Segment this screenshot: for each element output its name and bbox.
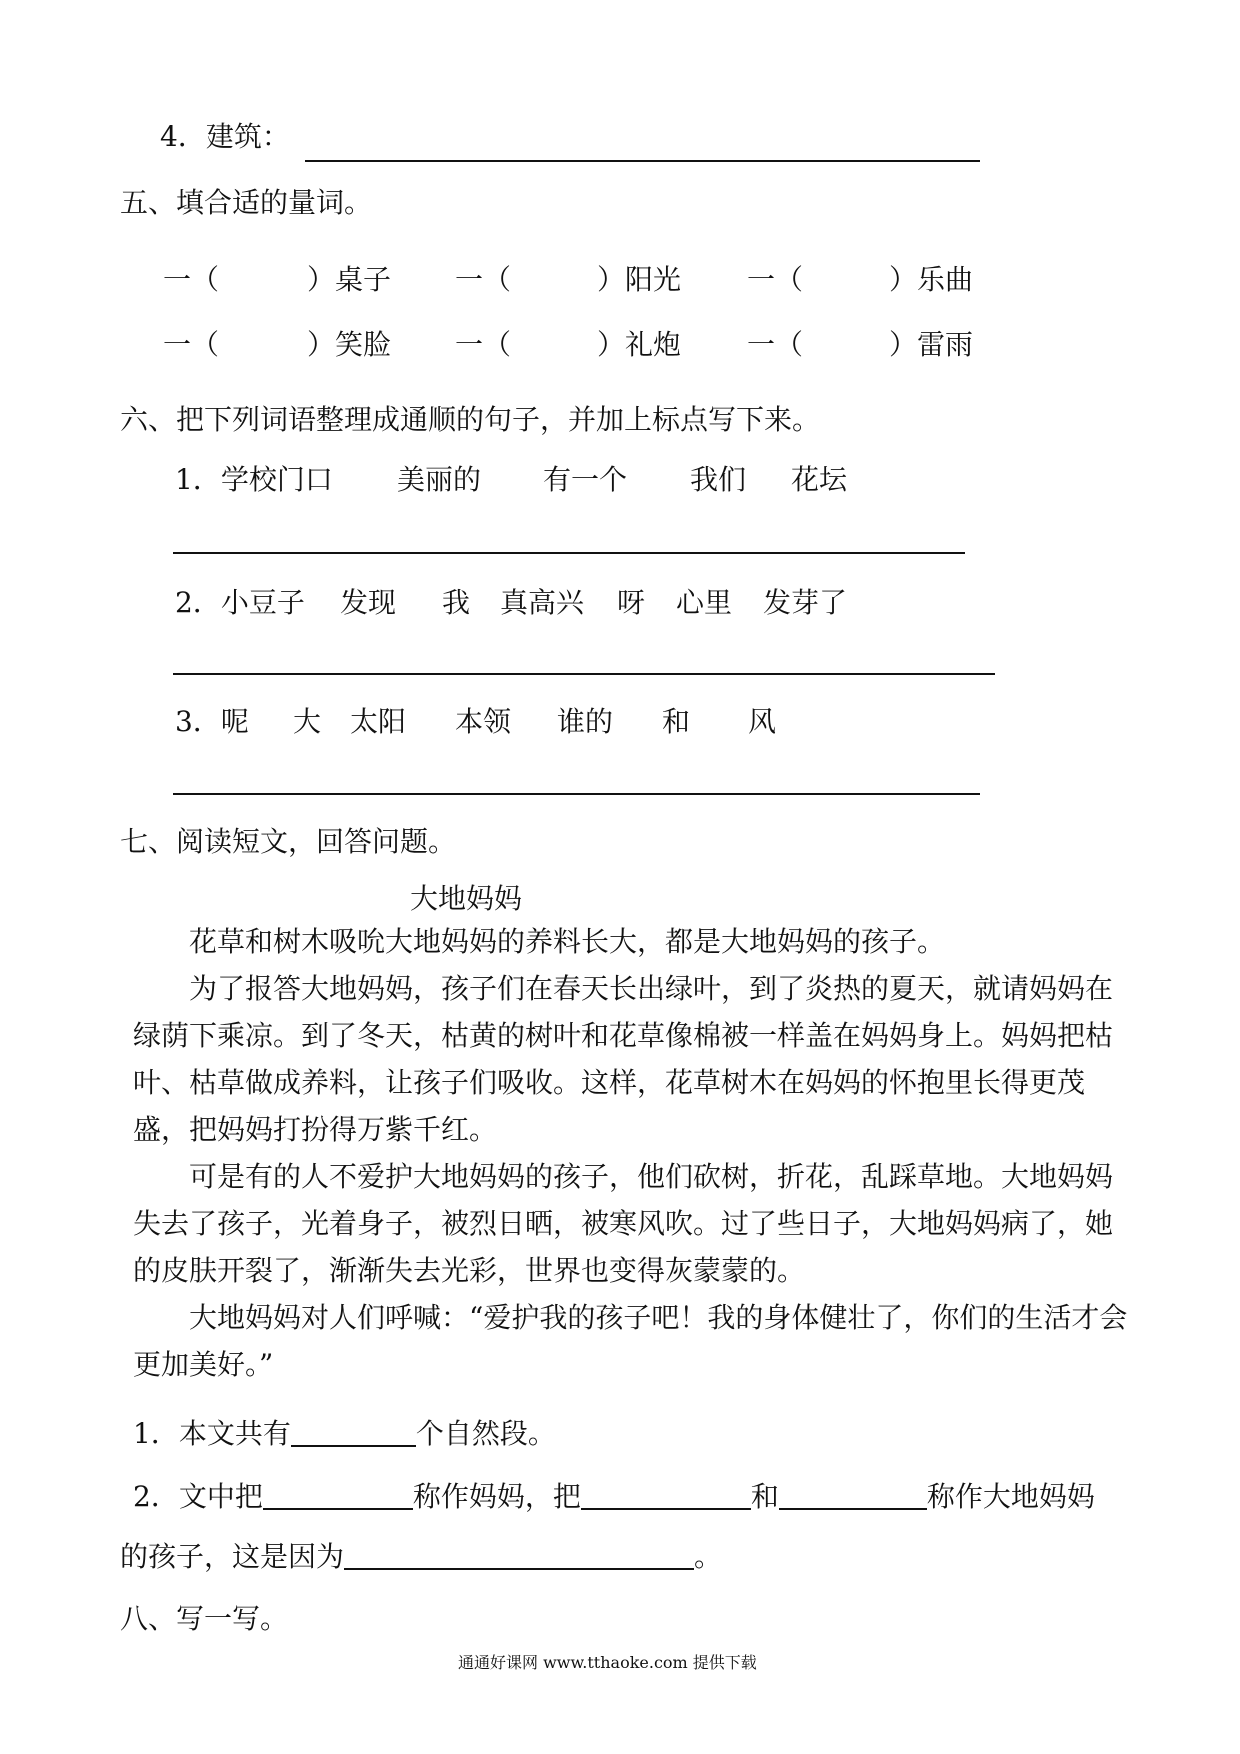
word: 我 xyxy=(442,586,471,619)
q2-reason-blank[interactable] xyxy=(344,1540,694,1570)
story-paragraph-4: 大地妈妈对人们呼喊：“爱护我的孩子吧！我的身体健壮了，你们的生活才会更加美好。” xyxy=(133,1301,1128,1381)
measure-item: ）笑脸 xyxy=(307,328,392,361)
section8-title: 八、写一写。 xyxy=(120,1602,289,1635)
word: 心里 xyxy=(676,586,733,619)
word: 3．呢 xyxy=(175,705,249,738)
story-paragraph-3: 可是有的人不爱护大地妈妈的孩子，他们砍树，折花，乱踩草地。大地妈妈失去了孩子，光着身子，被烈日晒，被寒风吹。过了些日子，大地妈妈病了，她的皮肤开裂了，渐渐失去光彩，世界也变得灰蒙蒙的。 xyxy=(133,1160,1114,1287)
q1-answer-line[interactable] xyxy=(173,552,965,554)
q2-text-and: 和 xyxy=(750,1480,779,1513)
reading-question-2-cont xyxy=(120,1540,722,1574)
q2-answer-line[interactable] xyxy=(173,673,995,675)
q2-blank-1[interactable] xyxy=(263,1480,413,1510)
word: 发芽了 xyxy=(763,586,848,619)
blank-open: 一（ xyxy=(455,263,512,296)
q2-text-end: 称作大地妈妈 xyxy=(926,1480,1095,1513)
story-paragraph-1: 花草和树木吸吮大地妈妈的养料长大，都是大地妈妈的孩子。 xyxy=(189,925,946,958)
reading-question-2 xyxy=(133,1480,1095,1514)
word: 1．学校门口 xyxy=(175,463,333,496)
blank-open: 一（ xyxy=(163,263,220,296)
measure-item: ）阳光 xyxy=(597,263,682,296)
section7-title: 七、阅读短文，回答问题。 xyxy=(120,825,457,858)
word: 谁的 xyxy=(557,705,614,738)
section6-title: 六、把下列词语整理成通顺的句子，并加上标点写下来。 xyxy=(120,403,821,436)
measure-item: ）雷雨 xyxy=(889,328,974,361)
item4-answer-line[interactable] xyxy=(305,160,980,162)
item4-label: 4．建筑： xyxy=(160,120,290,153)
q2-blank-2[interactable] xyxy=(581,1480,751,1510)
blank-open: 一（ xyxy=(455,328,512,361)
word: 大 xyxy=(293,705,322,738)
word: 我们 xyxy=(690,463,747,496)
story-title: 大地妈妈 xyxy=(410,882,523,915)
measure-item: ）礼炮 xyxy=(597,328,682,361)
q2-text: 2．文中把 xyxy=(133,1480,263,1513)
footer-credit: 通通好课网 www.tthaoke.com 提供下载 xyxy=(458,1653,757,1672)
word: 发现 xyxy=(340,586,397,619)
word: 和 xyxy=(662,705,691,738)
q2-text-mid: 称作妈妈，把 xyxy=(412,1480,581,1513)
measure-item: ）乐曲 xyxy=(889,263,974,296)
q2-reason-text: 的孩子，这是因为 xyxy=(120,1540,345,1573)
q1-text-end: 个自然段。 xyxy=(415,1417,556,1450)
blank-open: 一（ xyxy=(747,263,804,296)
word: 呀 xyxy=(617,586,646,619)
reading-question-1 xyxy=(133,1417,556,1451)
word: 本领 xyxy=(455,705,512,738)
q1-blank[interactable] xyxy=(291,1417,416,1447)
word: 有一个 xyxy=(543,463,628,496)
blank-open: 一（ xyxy=(747,328,804,361)
q1-text: 1．本文共有 xyxy=(133,1417,291,1450)
word: 花坛 xyxy=(791,463,848,496)
word: 真高兴 xyxy=(500,586,585,619)
word: 太阳 xyxy=(350,705,407,738)
word: 美丽的 xyxy=(397,463,482,496)
measure-item: ）桌子 xyxy=(307,263,392,296)
story-paragraph-2: 为了报答大地妈妈，孩子们在春天长出绿叶，到了炎热的夏天，就请妈妈在绿荫下乘凉。到了冬天，枯黄的树叶和花草像棉被一样盖在妈妈身上。妈妈把枯叶、枯草做成养料，让孩子们吸收。这样，花草树木在妈妈的怀抱里长得更茂盛，把妈妈打扮得万紫千红。 xyxy=(133,972,1114,1146)
q2-reason-end: 。 xyxy=(694,1540,723,1573)
blank-open: 一（ xyxy=(163,328,220,361)
section5-title: 五、填合适的量词。 xyxy=(120,186,373,219)
q2-blank-3[interactable] xyxy=(779,1480,927,1510)
q3-answer-line[interactable] xyxy=(173,793,980,795)
word: 2．小豆子 xyxy=(175,586,305,619)
word: 风 xyxy=(748,705,777,738)
